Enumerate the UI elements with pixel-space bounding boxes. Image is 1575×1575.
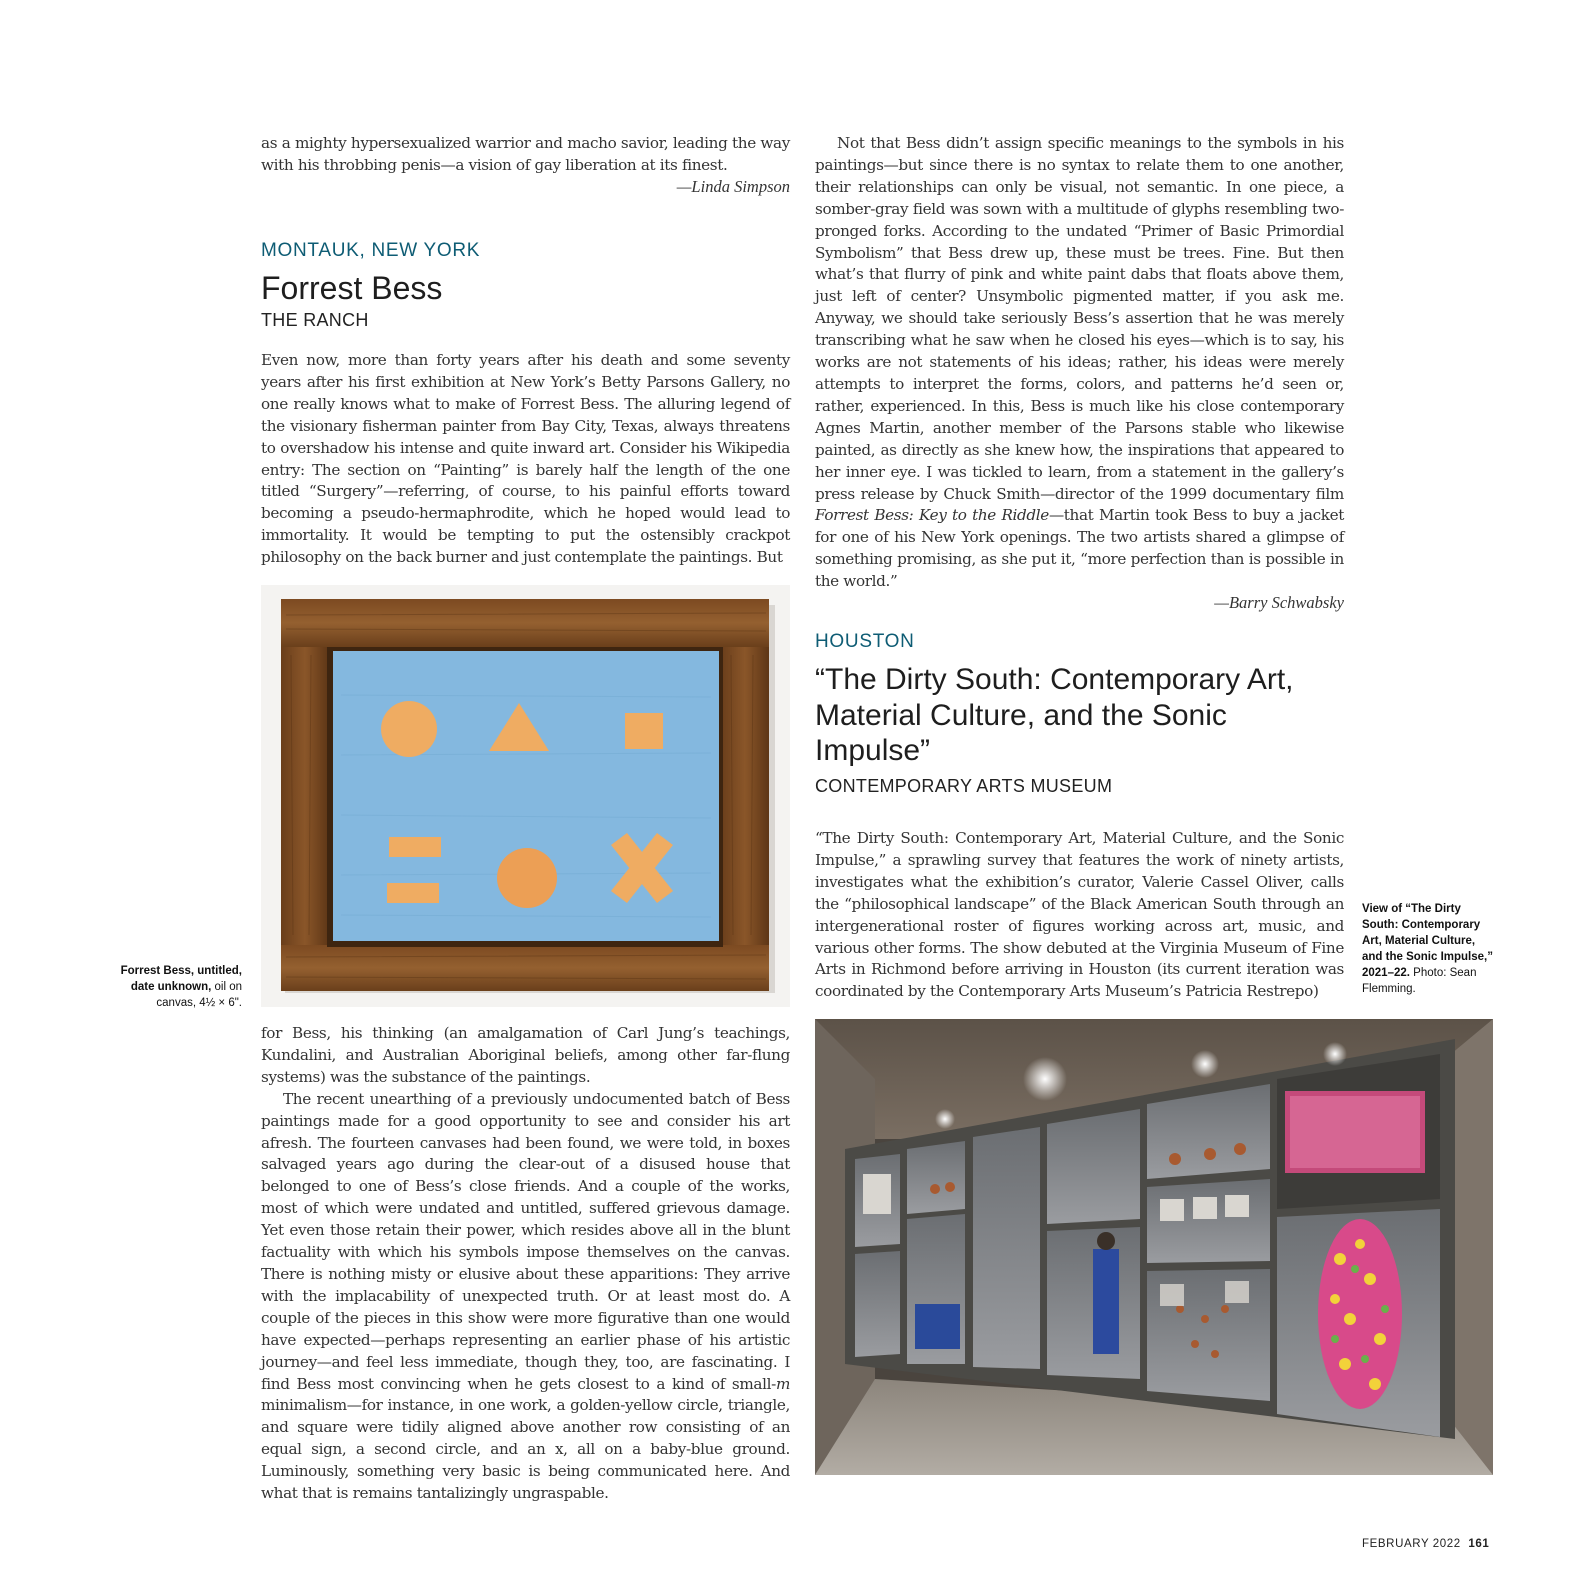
location-kicker-houston: HOUSTON [815, 631, 915, 652]
dirty-south-paragraph: “The Dirty South: Contemporary Art, Material Culture, and the Sonic Impulse,” a sprawling survey that features the work of ninety artists, investigates what the exhibition’s curator, Valerie Cassel Oliver, calls the “philosophical landscape” of the Black American South through an intergenerational roster of figures working across art, music, and various other forms. The show debuted at the Virginia Museum of Fine Arts in Richmond before arriving in Houston (its current iteration was coordinated by the Contemporary Arts Museum’s Patricia Restrepo) [815, 829, 1344, 1001]
intro-signature: —Linda Simpson [676, 176, 790, 196]
dirty-south-body [815, 828, 1344, 1003]
shape-equal-bottom [387, 883, 439, 903]
bess-paragraph-3-before: Not that Bess didn’t assign specific meanings to the symbols in his paintings—but since there is no syntax to relate them to one another, their relationships can only be visual, not semantic. In one piece, a somber-gray field was sown with a multitude of glyphs resembling two-pronged forks. According to the undated “Primer of Basic Primordial Symbolism” that Bess drew up, these must be trees. Fine. But then what’s that flurry of pink and white paint dabs that floats above them, just left of center? Unsymbolic pigmented matter, if you ask me. Anyway, we should take seriously Bess’s assertion that he was merely transcribing what he saw when he closed his eyes—which is to say, his works are not statements of his ideas; rather, his ideas were merely attempts to interpret the forms, colors, and patterns he’d seen or, rather, experienced. In this, Bess is much like his close contemporary Agnes Martin, another member of the Parsons stable who likewise painted, as directly as she knew how, the inspirations that appeared to her inner eye. I was tickled to learn, from a statement in the gallery’s press release by Chuck Smith—director of the 1999 documentary film [815, 134, 1344, 503]
shape-square [625, 713, 663, 749]
bess-paragraph-2-italic: m [775, 1374, 790, 1393]
bess-caption-bold: Forrest Bess, untitled, date unknown, [120, 965, 242, 993]
bess-paragraph-2-before: The recent unearthing of a previously undocumented batch of Bess paintings made for a good opportunity to see and consider his art afresh. The fourteen canvases had been found, we were told, in boxes salvaged years ago during the clear-out of a disused house that belonged to one of Bess’s close friends. And a couple of the works, most of which were undated and untitled, suffered grievous damage. Yet even those retain their power, which resides above all in the blunt factuality with which his symbols impose themselves on the canvas. There is nothing misty or elusive about these apparitions: They arrive with the implacability of unexpected truth. Or at least most do. A couple of the pieces in this show were more figurative than one would have expected—perhaps representing an earlier phase of his artistic journey—and feel less immediate, though they, too, are fascinating. I find Bess most convincing when he gets closest to a kind of small- [261, 1089, 790, 1393]
intro-paragraph: as a mighty hypersexualized warrior and macho savior, leading the way with his throbbing penis—a vision of gay liberation at its finest. [261, 134, 790, 174]
installation-photo-svg [815, 1019, 1493, 1475]
bess-painting-image [261, 585, 790, 1007]
shape-equal-top [389, 837, 441, 857]
dirty-south-caption-bold: View of “The Dirty South: Contemporary Art, Material Culture, and the Sonic Impulse,” 2021–22. [1362, 903, 1493, 979]
shape-circle-top [381, 701, 437, 757]
bess-image-caption [108, 963, 242, 1011]
dirty-south-caption-regular: Photo: Sean Flemming. [1362, 967, 1477, 995]
right-column-top [815, 133, 1344, 613]
venue-contemporary-arts-museum: CONTEMPORARY ARTS MUSEUM [815, 776, 1113, 796]
bess-caption-regular: oil on canvas, 4½ × 6". [156, 981, 242, 1009]
dirty-south-installation-photo [815, 1019, 1493, 1475]
review-headline-dirty-south: “The Dirty South: Contemporary Art, Material Culture, and the Sonic Impulse” [815, 663, 1294, 767]
review-headline-bess: Forrest Bess [261, 270, 443, 306]
bess-paragraph-3-after: —that Martin took Bess to buy a jacket for one of his New York openings. The two artists shared a glimpse of something promising, as she put it, “more perfection than is possible in the world.” [815, 506, 1344, 591]
bess-paragraph-1b: for Bess, his thinking (an amalgamation of Carl Jung’s teachings, Kundalini, and Australian Aboriginal beliefs, among other far-flung systems) was the substance of the paintings. [261, 1024, 790, 1086]
frame-left [281, 599, 329, 991]
bess-paragraph-3 [815, 133, 1344, 593]
blue-suit [1093, 1249, 1119, 1354]
bess-painting-svg [261, 585, 790, 1007]
issue-date: FEBRUARY 2022 [1362, 1538, 1461, 1550]
location-kicker-montauk: MONTAUK, NEW YORK [261, 240, 481, 261]
left-column [261, 133, 790, 197]
video-screen-bottom [915, 1304, 960, 1349]
bess-paragraph-2-after: minimalism—for instance, in one work, a golden-yellow circle, triangle, and square were tidily aligned above another row consisting of an equal sign, a second circle, and an x, all on a baby-blue ground. Luminously, something very basic is being communicated here. And what that is remains tantalizingly ungraspable. [261, 1396, 790, 1503]
dirty-south-caption [1362, 901, 1497, 997]
page-number: 161 [1468, 1538, 1490, 1550]
bess-paragraph-2 [261, 1089, 790, 1505]
page-footer [1362, 1538, 1489, 1550]
film-title: Forrest Bess: Key to the Riddle [815, 506, 1049, 525]
frame-top [281, 599, 769, 647]
bess-body-part1 [261, 350, 790, 569]
bess-paragraph-1a: Even now, more than forty years after his death and some seventy years after his first exhibition at New York’s Betty Parsons Gallery, no one really knows what to make of Forrest Bess. The alluring legend of the visionary fisherman painter from Bay City, Texas, always threatens to overshadow his intense and quite inward art. Consider his Wikipedia entry: The section on “Painting” is barely half the length of the one titled “Surgery”—referring, of course, to his painful efforts toward becoming a pseudo-hermaphrodite, which he hoped would lead to immortality. It would be tempting to put the ostensibly crackpot philosophy on the back burner and just contemplate the paintings. But [261, 351, 790, 567]
bess-signature: —Barry Schwabsky [1214, 593, 1344, 613]
frame-bottom [281, 945, 769, 991]
frame-right [721, 599, 769, 991]
venue-the-ranch: THE RANCH [261, 310, 369, 330]
bess-body-part2 [261, 1023, 790, 1505]
shape-circle-bottom [497, 848, 557, 908]
